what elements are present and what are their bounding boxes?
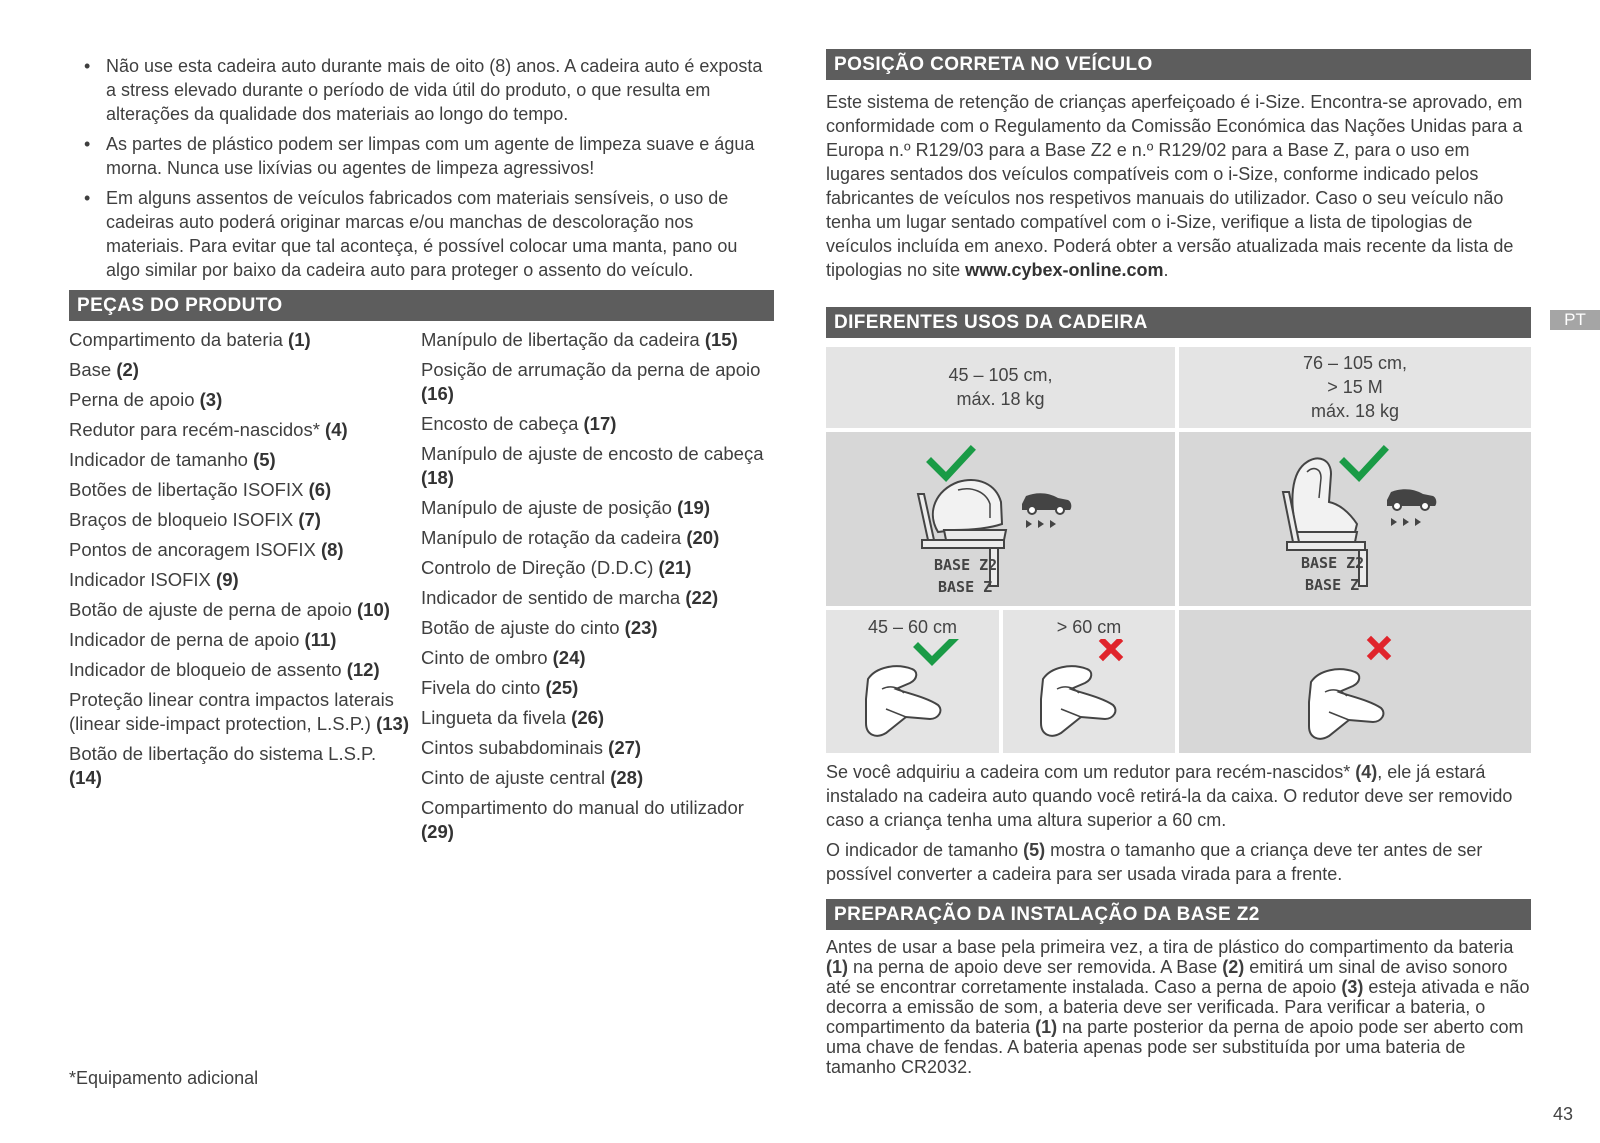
base-z-label: BASE Z (938, 578, 993, 596)
part-item: Botão de ajuste de perna de apoio (10) (69, 599, 390, 620)
usage-heading: DIFERENTES USOS DA CADEIRA (826, 307, 1531, 338)
part-item: Base (2) (69, 359, 139, 380)
reducer-paragraph: Se você adquiriu a cadeira com um redutor para recém-nascidos* (4), ele já estará instalado na cadeira auto quando você retirá-la da caixa. O redutor deve ser removido caso a criança tenha uma altura superior a 60 cm. (826, 762, 1513, 830)
rear-facing-illustration-cell (826, 432, 1175, 606)
parts-list-col2 (421, 328, 766, 850)
part-item: Manípulo de libertação da cadeira (15) (421, 329, 738, 350)
part-item: Redutor para recém-nascidos* (4) (69, 419, 348, 440)
usage-table (826, 347, 1531, 753)
forward-facing-seat-icon (1179, 432, 1531, 606)
part-item: Botão de libertação do sistema L.S.P. (14) (69, 743, 377, 788)
usage-header-line: máx. 18 kg (1310, 401, 1400, 421)
size-indicator-paragraph: O indicador de tamanho (5) mostra o tamanho que a criança deve ter antes de ser possível converter a cadeira para ser usada virada para a frente. (826, 840, 1483, 884)
check-icon (918, 639, 956, 661)
part-item: Manípulo de ajuste de encosto de cabeça (18) (421, 443, 764, 488)
part-item: Botões de libertação ISOFIX (6) (69, 479, 332, 500)
part-item: Proteção linear contra impactos laterais (linear side-impact protection, L.S.P.) (13) (69, 689, 410, 734)
reducer-size-label: > 60 cm (1056, 617, 1122, 637)
parts-list-col1 (69, 328, 414, 796)
reducer-cell-small (826, 610, 999, 753)
care-bullet: • As partes de plástico podem ser limpas com um agente de limpeza suave e água morna. Nunca use lixívias ou agentes de limpeza agressivos! (84, 132, 774, 180)
care-bullet: • Em alguns assentos de veículos fabricados com materiais sensíveis, o uso de cadeiras auto poderá originar marcas e/ou manchas de descoloração nos materiais. Para evitar que tal aconteça, é possível colocar uma manta, pano ou algo similar por baixo da cadeira auto para proteger o assento do veículo. (84, 186, 774, 282)
base-z-label: BASE Z (1305, 576, 1360, 594)
part-item: Manípulo de rotação da cadeira (20) (421, 527, 720, 548)
parts-heading: PEÇAS DO PRODUTO (69, 290, 774, 321)
care-bullet: • Não use esta cadeira auto durante mais de oito (8) anos. A cadeira auto é exposta a stress elevado durante o período de vida útil do produto, o que resulta em alterações da qualidade dos materiais ao longo do tempo. (84, 54, 774, 126)
newborn-insert-icon (826, 639, 999, 749)
part-item: Posição de arrumação da perna de apoio (16) (421, 359, 761, 404)
usage-header-line: máx. 18 kg (956, 389, 1045, 409)
care-bullet-list (84, 54, 774, 288)
usage-header-forward (1179, 347, 1531, 428)
prep-paragraph: Antes de usar a base pela primeira vez, a tira de plástico do compartimento da bateria (1) na perna de apoio deve ser removida. A Base (2) emitirá um sinal de aviso sonoro até se encontrar corretamente instalada. Caso a perna de apoio (3) esteja ativada e não decorra a emissão de som, a bateria deve ser verificada. Para verificar a bateria, o compartimento da bateria (1) na parte posterior da perna de apoio pode ser aberto com uma chave de fendas. A bateria apenas pode ser substituída por uma bateria de tamanho CR2032. (826, 937, 1530, 1077)
part-item: Braços de bloqueio ISOFIX (7) (69, 509, 321, 530)
base-z2-label: BASE Z2 (934, 556, 998, 574)
part-item: Fivela do cinto (25) (421, 677, 579, 698)
part-item: Lingueta da fivela (26) (421, 707, 605, 728)
cross-icon (1371, 640, 1387, 656)
part-item: Cintos subabdominais (27) (421, 737, 642, 758)
part-item: Cinto de ajuste central (28) (421, 767, 644, 788)
part-item: Perna de apoio (3) (69, 389, 223, 410)
part-item: Botão de ajuste do cinto (23) (421, 617, 658, 638)
usage-header-rear (826, 347, 1175, 428)
part-item: Indicador de perna de apoio (11) (69, 629, 337, 650)
newborn-insert-icon (1003, 639, 1175, 749)
part-item: Indicador de sentido de marcha (22) (421, 587, 719, 608)
check-icon (1344, 450, 1384, 477)
rear-facing-seat-icon (826, 432, 1175, 606)
check-icon (931, 450, 971, 477)
part-item: Encosto de cabeça (17) (421, 413, 617, 434)
forward-facing-illustration-cell (1179, 432, 1531, 606)
part-item: Manípulo de ajuste de posição (19) (421, 497, 710, 518)
newborn-insert-icon (1179, 610, 1531, 753)
language-tab: PT (1550, 310, 1600, 330)
usage-header-line: > 15 M (1327, 377, 1383, 397)
part-item: Compartimento da bateria (1) (69, 329, 311, 350)
usage-header-line: 76 – 105 cm, (1302, 353, 1408, 373)
cross-icon (1103, 641, 1119, 657)
position-text: Este sistema de retenção de crianças aperfeiçoado é i-Size. Encontra-se aprovado, em conformidade com o Regulamento da Comissão Económica das Nações Unidas para a Europa n.º R129/03 para a Base Z2 e n.º R129/02 para a Base Z, para o uso em lugares sentados dos veículos compatíveis com o i-Size, conforme indicado pelos fabricantes de veículos nos respetivos manuais do utilizador. Caso o seu veículo não tenha um lugar sentado compatível com o i-Size, verifique a lista de tipologias de veículos incluída em anexo. Poderá obter a versão atualizada mais recente da lista de tipologias no site www.cybex-online.com. (826, 92, 1523, 280)
part-item: Indicador de tamanho (5) (69, 449, 276, 470)
page-number: 43 (1553, 1104, 1574, 1124)
reducer-cell-large (1003, 610, 1175, 753)
usage-header-line: 45 – 105 cm, (948, 365, 1053, 385)
part-item: Indicador de bloqueio de assento (12) (69, 659, 380, 680)
footnote: *Equipamento adicional (69, 1068, 259, 1088)
part-item: Compartimento do manual do utilizador (29) (421, 797, 744, 842)
part-item: Pontos de ancoragem ISOFIX (8) (69, 539, 344, 560)
part-item: Controlo de Direção (D.D.C) (21) (421, 557, 692, 578)
part-item: Cinto de ombro (24) (421, 647, 586, 668)
website-link[interactable]: www.cybex-online.com (965, 260, 1164, 280)
reducer-cell-forward (1179, 610, 1531, 753)
prep-heading: PREPARAÇÃO DA INSTALAÇÃO DA BASE Z2 (826, 899, 1531, 930)
position-heading: POSIÇÃO CORRETA NO VEÍCULO (826, 49, 1531, 80)
reducer-size-label: 45 – 60 cm (867, 617, 958, 637)
part-item: Indicador ISOFIX (9) (69, 569, 239, 590)
base-z2-label: BASE Z2 (1301, 554, 1365, 572)
